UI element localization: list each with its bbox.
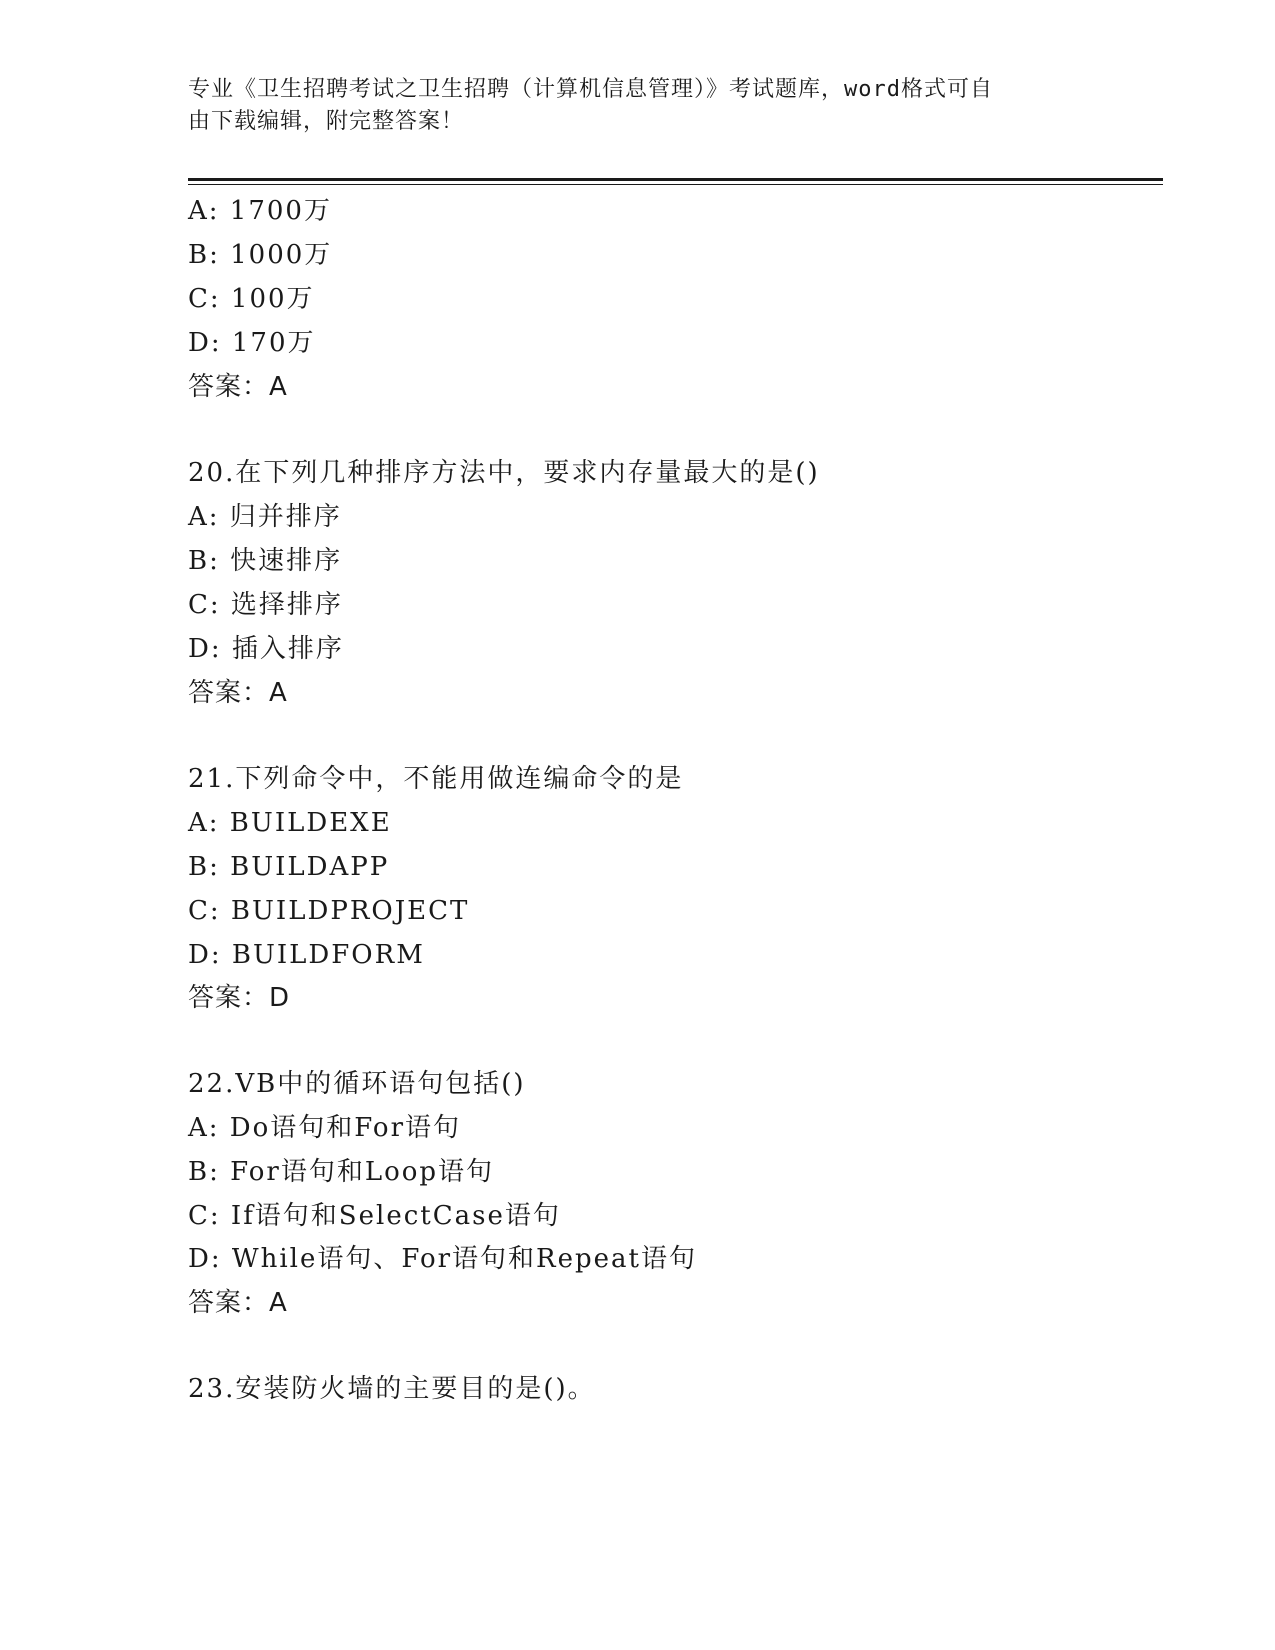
option-b: B: 1000万 — [188, 240, 333, 270]
header-line-1: 专业《卫生招聘考试之卫生招聘（计算机信息管理）》考试题库，word格式可自 — [188, 77, 993, 102]
option-a: A: 归并排序 — [188, 502, 342, 532]
option-a: A: 1700万 — [188, 196, 332, 226]
option-c: C: If语句和SelectCase语句 — [188, 1201, 561, 1231]
header-rule-thick — [188, 178, 1163, 181]
question-22: 22.VB中的循环语句包括() — [188, 1069, 526, 1099]
question-23: 23.安装防火墙的主要目的是()。 — [188, 1374, 596, 1404]
option-b: B: 快速排序 — [188, 546, 343, 576]
option-d: D: 插入排序 — [188, 634, 344, 664]
question-20: 20.在下列几种排序方法中，要求内存量最大的是() — [188, 458, 820, 488]
option-a: A: BUILDEXE — [188, 808, 392, 838]
option-b: B: BUILDAPP — [188, 852, 390, 882]
answer: 答案：D — [188, 983, 291, 1013]
option-b: B: For语句和Loop语句 — [188, 1157, 495, 1187]
option-d: D: 170万 — [188, 328, 316, 358]
answer: 答案：A — [188, 678, 288, 708]
option-d: D: BUILDFORM — [188, 940, 425, 970]
option-c: C: BUILDPROJECT — [188, 896, 470, 926]
option-a: A: Do语句和For语句 — [188, 1113, 462, 1143]
answer: 答案：A — [188, 372, 288, 402]
document-header — [188, 74, 1078, 138]
question-21: 21.下列命令中，不能用做连编命令的是 — [188, 764, 684, 794]
header-rule-thin — [188, 184, 1163, 185]
answer: 答案：A — [188, 1288, 288, 1318]
option-c: C: 选择排序 — [188, 590, 343, 620]
option-d: D: While语句、For语句和Repeat语句 — [188, 1244, 697, 1274]
header-line-2: 由下载编辑，附完整答案！ — [188, 109, 465, 134]
option-c: C: 100万 — [188, 284, 315, 314]
